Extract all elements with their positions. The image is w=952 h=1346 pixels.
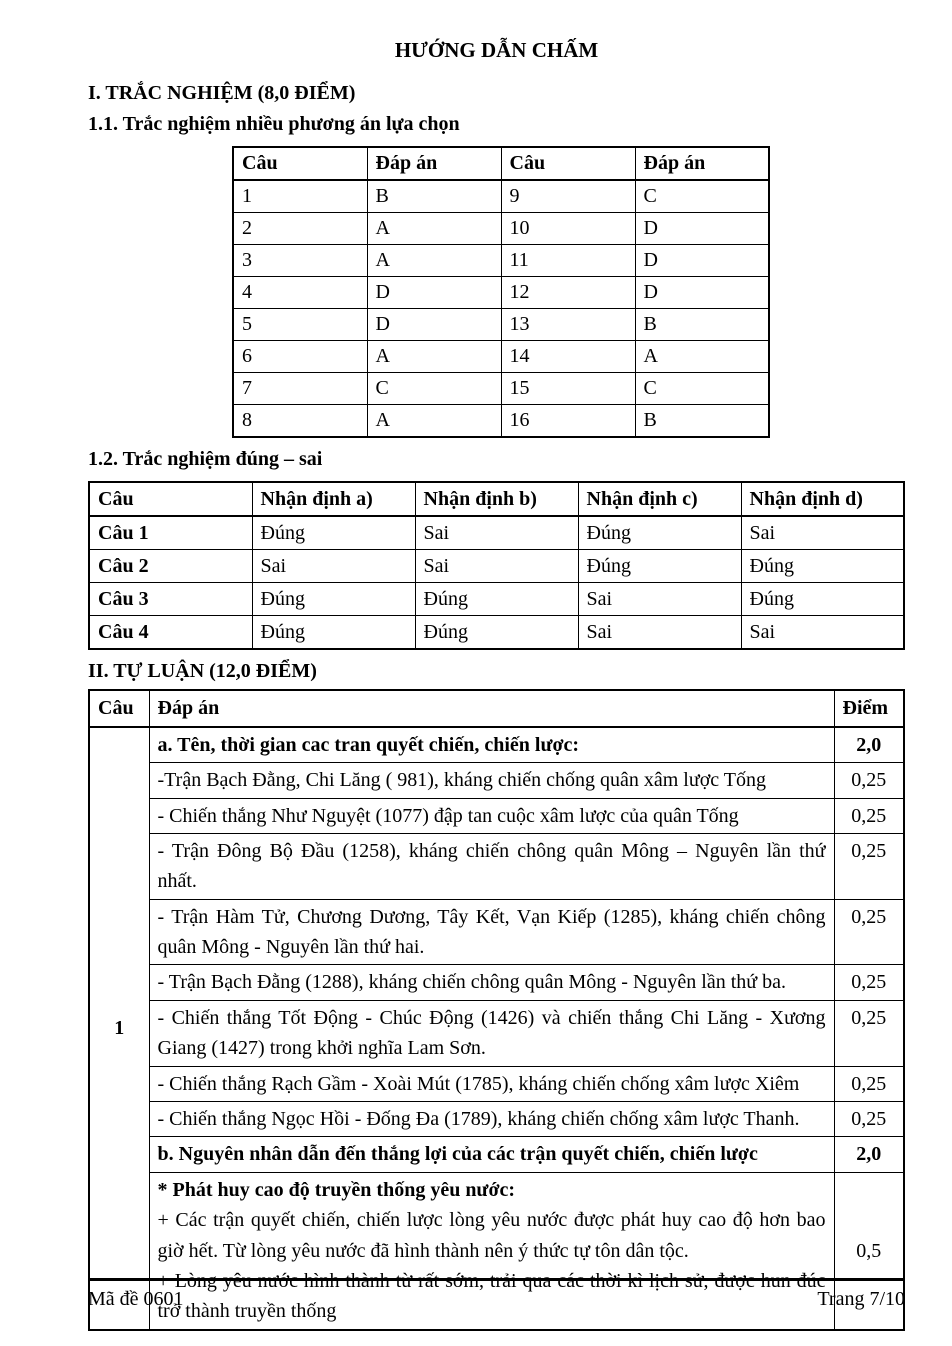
table-row xyxy=(233,213,769,245)
table-cell: A xyxy=(367,245,501,277)
table-cell: Đúng xyxy=(415,616,578,650)
score-cell: 0,25 xyxy=(834,833,904,899)
document-title: HƯỚNG DẪN CHẤM xyxy=(394,38,599,62)
table-cell: 15 xyxy=(501,373,635,405)
table-cell: Đúng xyxy=(578,550,741,583)
table-row xyxy=(233,309,769,341)
table-cell: Sai xyxy=(578,616,741,650)
answer-cell: -Trận Bạch Đằng, Chi Lăng ( 981), kháng chiến chống quân xâm lược Tống xyxy=(149,763,834,798)
footer-exam-code: Mã đề 0601 xyxy=(88,1288,184,1310)
score-cell: 0,25 xyxy=(834,1066,904,1101)
column-header: Nhận định c) xyxy=(578,482,741,516)
table-cell: 3 xyxy=(233,245,367,277)
table-cell: Sai xyxy=(415,550,578,583)
subsection-heading-1-2: 1.2. Trắc nghiệm đúng – sai xyxy=(88,448,323,471)
score-cell: 0,25 xyxy=(834,1102,904,1137)
section-heading-trac-nghiem: I. TRẮC NGHIỆM (8,0 ĐIỂM) xyxy=(88,82,356,105)
column-header: Câu xyxy=(501,147,635,180)
mcq-answer-table xyxy=(232,146,770,438)
table-cell: Đúng xyxy=(578,516,741,550)
table-row xyxy=(89,616,904,650)
table-cell: 1 xyxy=(233,180,367,213)
table-cell: Đúng xyxy=(252,583,415,616)
table-cell: D xyxy=(635,213,769,245)
section-heading-tu-luan: II. TỰ LUẬN (12,0 ĐIỂM) xyxy=(88,660,317,683)
column-header: Đáp án xyxy=(635,147,769,180)
table-row xyxy=(233,180,769,213)
column-header: Đáp án xyxy=(367,147,501,180)
column-header: Nhận định b) xyxy=(415,482,578,516)
answer-cell: b. Nguyên nhân dẫn đến thắng lợi của các trận quyết chiến, chiến lược xyxy=(149,1137,834,1172)
table-cell: Đúng xyxy=(415,583,578,616)
answer-cell: - Chiến thắng Rạch Gầm - Xoài Mút (1785), kháng chiến chống xâm lược Xiêm xyxy=(149,1066,834,1101)
answer-line: + Lòng yêu nước hình thành từ rất sớm, trải qua các thời kì lịch sử, được hun đúc trở thành truyền thống xyxy=(157,1269,826,1323)
table-cell: B xyxy=(635,405,769,438)
table-cell: 12 xyxy=(501,277,635,309)
table-cell: A xyxy=(367,213,501,245)
page-footer xyxy=(88,1278,905,1313)
table-cell: A xyxy=(635,341,769,373)
table-cell: Câu 4 xyxy=(89,616,252,650)
answer-cell: - Trận Đông Bộ Đầu (1258), kháng chiến chông quân Mông – Nguyên lần thứ nhất. xyxy=(149,833,834,899)
answer-cell: - Trận Bạch Đằng (1288), kháng chiến chông quân Mông - Nguyên lần thứ ba. xyxy=(149,965,834,1000)
table-cell: Sai xyxy=(415,516,578,550)
table-row xyxy=(89,965,904,1000)
table-cell: D xyxy=(635,245,769,277)
column-header: Nhận định a) xyxy=(252,482,415,516)
table-cell: Sai xyxy=(741,516,904,550)
table-cell: 6 xyxy=(233,341,367,373)
table-cell: Sai xyxy=(578,583,741,616)
column-header: Câu xyxy=(89,482,252,516)
table-row xyxy=(89,727,904,763)
score-cell: 0,25 xyxy=(834,798,904,833)
table-cell: 8 xyxy=(233,405,367,438)
essay-rubric-table xyxy=(88,689,905,1330)
table-cell: 10 xyxy=(501,213,635,245)
column-header: Câu xyxy=(233,147,367,180)
table-row xyxy=(89,1102,904,1137)
column-header: Nhận định d) xyxy=(741,482,904,516)
score-cell: 0,25 xyxy=(834,965,904,1000)
answer-cell: - Chiến thắng Ngọc Hồi - Đống Đa (1789), kháng chiến chống xâm lược Thanh. xyxy=(149,1102,834,1137)
table-row xyxy=(233,341,769,373)
table-row xyxy=(233,277,769,309)
header-row xyxy=(89,482,904,516)
table-cell: Sai xyxy=(741,616,904,650)
table-row xyxy=(89,1066,904,1101)
table-cell: D xyxy=(635,277,769,309)
table-cell: 14 xyxy=(501,341,635,373)
table-cell: C xyxy=(635,180,769,213)
table-cell: Câu 3 xyxy=(89,583,252,616)
table-row xyxy=(89,763,904,798)
score-cell: 0,25 xyxy=(834,899,904,965)
table-cell: B xyxy=(367,180,501,213)
table-row xyxy=(233,405,769,438)
table-row xyxy=(89,1000,904,1066)
column-header: Câu xyxy=(89,690,149,726)
table-cell: 9 xyxy=(501,180,635,213)
answer-cell: - Trận Hàm Tử, Chương Dương, Tây Kết, Vạn Kiếp (1285), kháng chiến chông quân Mông - Nguyên lần thứ hai. xyxy=(149,899,834,965)
table-cell: 13 xyxy=(501,309,635,341)
table-cell: C xyxy=(635,373,769,405)
score-cell: 0,25 xyxy=(834,1000,904,1066)
table-cell: Sai xyxy=(252,550,415,583)
header-row xyxy=(233,147,769,180)
table-cell: 5 xyxy=(233,309,367,341)
table-row xyxy=(89,899,904,965)
answer-line: + Các trận quyết chiến, chiến lược lòng yêu nước được phát huy cao độ hơn bao giờ hết. Từ lòng yêu nước đã hình thành nên ý thức tự tôn dân tộc. xyxy=(157,1209,826,1262)
header-row xyxy=(89,690,904,726)
table-cell: Câu 2 xyxy=(89,550,252,583)
answer-cell: - Chiến thắng Tốt Động - Chúc Động (1426) và chiến thắng Chi Lăng - Xương Giang (1427) trong khởi nghĩa Lam Sơn. xyxy=(149,1000,834,1066)
table-cell: C xyxy=(367,373,501,405)
table-row xyxy=(89,833,904,899)
table-cell: Đúng xyxy=(741,583,904,616)
column-header: Điểm xyxy=(834,690,904,726)
answer-lead: * Phát huy cao độ truyền thống yêu nước: xyxy=(157,1178,516,1201)
true-false-table xyxy=(88,481,905,650)
table-row xyxy=(89,583,904,616)
column-header: Đáp án xyxy=(149,690,834,726)
table-cell: Đúng xyxy=(741,550,904,583)
score-cell: 0,25 xyxy=(834,763,904,798)
table-cell: Đúng xyxy=(252,616,415,650)
table-cell: 7 xyxy=(233,373,367,405)
subsection-heading-1-1: 1.1. Trắc nghiệm nhiều phương án lựa chọn xyxy=(88,113,460,136)
table-cell: Đúng xyxy=(252,516,415,550)
table-cell: A xyxy=(367,341,501,373)
answer-cell: - Chiến thắng Như Nguyệt (1077) đập tan cuộc xâm lược của quân Tống xyxy=(149,798,834,833)
table-cell: A xyxy=(367,405,501,438)
table-cell: 2 xyxy=(233,213,367,245)
table-row xyxy=(89,516,904,550)
score-cell: 0,5 xyxy=(834,1172,904,1329)
score-cell: 2,0 xyxy=(834,1137,904,1172)
table-cell: D xyxy=(367,277,501,309)
table-row xyxy=(89,550,904,583)
question-number: 1 xyxy=(89,727,149,1330)
table-row xyxy=(89,798,904,833)
footer-page-number: Trang 7/10 xyxy=(817,1288,905,1310)
table-row xyxy=(233,245,769,277)
table-cell: Câu 1 xyxy=(89,516,252,550)
table-cell: D xyxy=(367,309,501,341)
answer-cell: a. Tên, thời gian cac tran quyết chiến, chiến lược: xyxy=(149,727,834,763)
table-cell: 16 xyxy=(501,405,635,438)
score-cell: 2,0 xyxy=(834,727,904,763)
table-cell: B xyxy=(635,309,769,341)
table-cell: 11 xyxy=(501,245,635,277)
table-cell: 4 xyxy=(233,277,367,309)
table-row xyxy=(89,1137,904,1172)
table-row xyxy=(233,373,769,405)
